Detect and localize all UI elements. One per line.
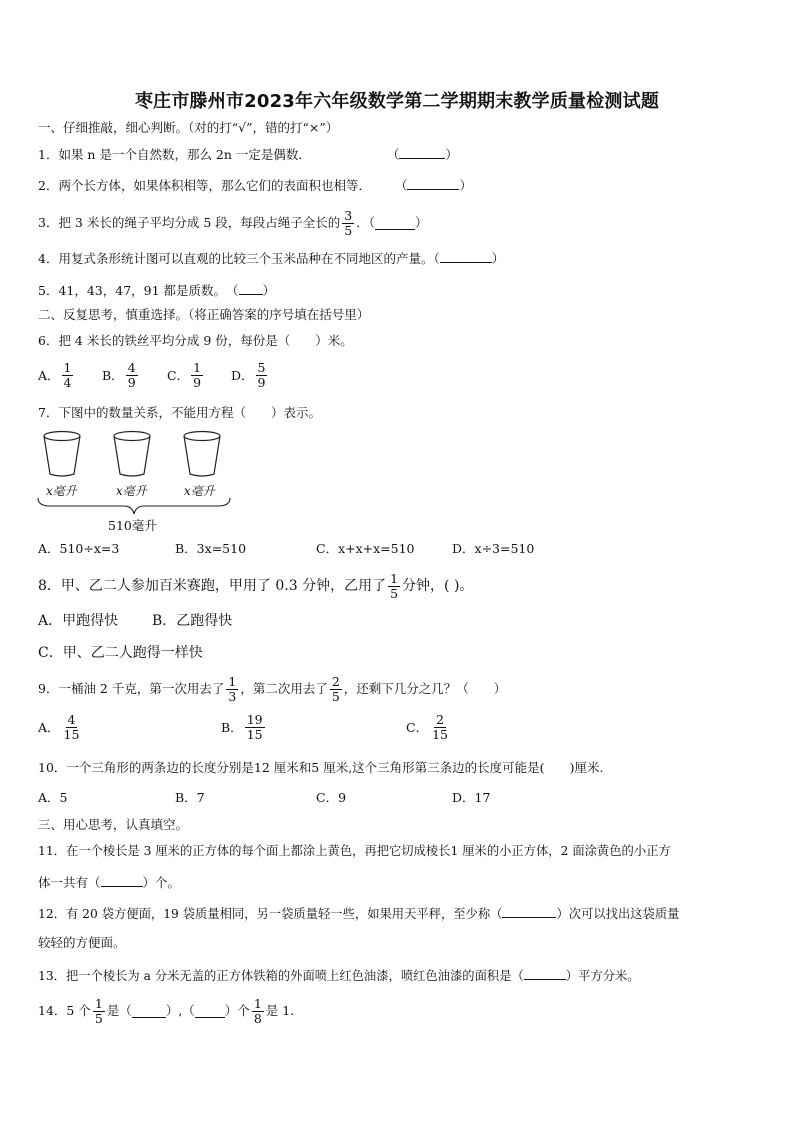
cup-1-icon — [42, 430, 82, 478]
q6-b-num: 4 — [127, 360, 136, 375]
q6-option-c[interactable] — [167, 361, 205, 390]
q12-answer-blank[interactable] — [502, 905, 556, 918]
q5-close: ） — [262, 283, 276, 298]
q14-post: 是 1. — [265, 1003, 295, 1018]
q3-post: ．（ — [356, 215, 375, 230]
q9-option-c-label: C． — [406, 719, 429, 735]
q9-num1: 1 — [228, 673, 237, 689]
question-12-line-2: 较轻的方便面。 — [38, 935, 126, 950]
q6-option-d-fraction — [256, 361, 268, 390]
q3-den: 5 — [344, 222, 353, 238]
q9-mid: ，第二次用去了 — [240, 681, 328, 696]
section-1-heading: 一、仔细推敲，细心判断。（对的打“√”，错的打“×”） — [38, 120, 339, 135]
q4-answer-blank[interactable] — [440, 250, 492, 263]
q12-line1a: 12．有 20 袋方便面，19 袋质量相同，另一袋质量轻一些，如果用天平秤，至少称（ — [38, 907, 503, 921]
q6-option-d-label: D． — [231, 367, 254, 383]
q4-text: 4．用复式条形统计图可以直观的比较三个玉米品种在不同地区的产量。（ — [38, 251, 440, 266]
q9-c-den: 15 — [432, 727, 448, 742]
question-6: 6．把 4 米长的铁丝平均分成 9 份，每份是（ ）米。 — [38, 333, 353, 348]
q9-option-a-fraction — [62, 713, 82, 742]
question-2 — [38, 177, 472, 194]
q1-close: ） — [445, 147, 458, 162]
cup-2-label: x毫升 — [116, 484, 147, 498]
q9-option-a-label: A． — [38, 719, 60, 735]
q6-c-den: 9 — [193, 375, 202, 390]
q11-answer-blank[interactable] — [101, 874, 143, 887]
q9-den2: 5 — [331, 688, 340, 704]
q3-answer-blank[interactable] — [375, 217, 415, 230]
question-10: 10．一个三角形的两条边的长度分别是12 厘米和5 厘米,这个三角形第三条边的长度可能是( )厘米. — [38, 760, 604, 775]
q10-option-b[interactable]: B．7 — [175, 790, 205, 805]
q14-answer-blank-1[interactable] — [132, 1005, 166, 1018]
question-9 — [38, 671, 506, 707]
cup-2-icon — [112, 430, 152, 478]
q8-pre: 8．甲、乙二人参加百米赛跑，甲用了 0.3 分钟，乙用了 — [38, 578, 387, 594]
q14-num1: 1 — [94, 995, 103, 1011]
q6-option-d[interactable] — [231, 361, 269, 390]
question-13 — [38, 967, 640, 984]
q8-fraction — [388, 572, 400, 601]
q13-answer-blank[interactable] — [524, 967, 566, 980]
q3-fraction — [342, 209, 354, 238]
q9-c-num: 2 — [436, 712, 444, 727]
total-volume-label: 510毫升 — [108, 518, 157, 533]
q14-answer-blank-2[interactable] — [195, 1005, 225, 1018]
q8-option-c[interactable]: C．甲、乙二人跑得一样快 — [38, 645, 203, 661]
q13-pre: 13．把一个棱长为 a 分米无盖的正方体铁箱的外面喷上红色油漆，喷红色油漆的面积是（ — [38, 969, 524, 983]
q2-text: 2．两个长方体，如果体积相等，那么它们的表面积也相等． — [38, 178, 371, 193]
q1-answer-blank[interactable] — [399, 146, 445, 159]
question-1 — [38, 146, 458, 163]
total-brace-icon — [36, 496, 232, 518]
question-12-line-1 — [38, 905, 679, 922]
q9-option-b-label: B． — [221, 719, 243, 735]
q9-b-den: 15 — [246, 727, 263, 742]
q2-close: ） — [459, 178, 472, 193]
q12-line1b: ）次可以找出这袋质量 — [556, 907, 680, 921]
q9-option-b-fraction — [245, 713, 265, 742]
q9-b-num: 19 — [246, 712, 263, 727]
q14-mid2: ）,（ — [165, 1003, 195, 1018]
q9-fraction-1 — [226, 675, 238, 704]
q6-d-num: 5 — [257, 360, 266, 375]
q10-option-c[interactable]: C．9 — [316, 790, 347, 805]
q6-option-a-label: A． — [38, 367, 60, 383]
q6-a-num: 1 — [63, 360, 72, 375]
q1-open: （ — [386, 147, 400, 162]
q6-a-den: 4 — [63, 375, 72, 390]
q8-den: 5 — [390, 585, 399, 601]
q14-mid3: ）个 — [224, 1003, 250, 1018]
q1-text: 1．如果 n 是一个自然数，那么 2n 一定是偶数． — [38, 147, 311, 162]
q9-option-c[interactable] — [406, 713, 452, 742]
question-3 — [38, 206, 428, 240]
q3-num: 3 — [344, 207, 353, 223]
q14-pre: 14．5 个 — [38, 1003, 91, 1018]
q13-post: ）平方分米。 — [565, 969, 640, 983]
section-3-heading: 三、用心思考，认真填空。 — [38, 817, 189, 832]
question-11-line-1: 11．在一个棱长是 3 厘米的正方体的每个面上都涂上黄色，再把它切成棱长1 厘米的小正方体，2 面涂黄色的小正方 — [38, 844, 671, 858]
q9-option-a[interactable] — [38, 713, 83, 742]
q5-answer-blank[interactable] — [239, 282, 263, 295]
q3-close: ） — [414, 215, 428, 230]
q6-option-c-fraction — [191, 361, 203, 390]
q14-den2: 8 — [253, 1010, 262, 1026]
q14-fraction-2 — [252, 997, 264, 1026]
q2-open: （ — [394, 178, 408, 193]
cup-3-icon — [182, 430, 222, 478]
q9-den1: 3 — [228, 688, 237, 704]
q2-answer-blank[interactable] — [407, 177, 459, 190]
q7-option-c[interactable]: C．x+x+x=510 — [316, 541, 415, 556]
q9-post: ，还剩下几分之几？（ ） — [343, 681, 507, 696]
cup-3-label: x毫升 — [184, 484, 215, 498]
question-8 — [38, 568, 473, 604]
question-14 — [38, 992, 294, 1030]
page-title: 枣庄市滕州市2023年六年级数学第二学期期末教学质量检测试题 — [134, 91, 660, 112]
q8-post: 分钟，( )。 — [402, 578, 474, 594]
q8-option-a[interactable]: A．甲跑得快 — [38, 613, 119, 629]
q6-option-a[interactable] — [38, 361, 75, 390]
q6-option-b[interactable] — [102, 361, 140, 390]
q14-num2: 1 — [253, 995, 262, 1011]
q8-num: 1 — [390, 570, 399, 586]
q4-close: ） — [491, 251, 505, 266]
q6-option-b-label: B． — [102, 367, 124, 383]
q6-option-a-fraction — [62, 361, 74, 390]
q11-line2b: ）个。 — [142, 875, 181, 890]
q14-mid1: 是（ — [106, 1003, 132, 1018]
q14-den1: 5 — [94, 1010, 103, 1026]
q14-fraction-1 — [93, 997, 105, 1026]
q9-option-b[interactable] — [221, 713, 267, 742]
cup-1-label: x毫升 — [46, 484, 77, 498]
q9-a-num: 4 — [67, 712, 76, 727]
q9-a-den: 15 — [63, 727, 80, 742]
question-7: 7．下图中的数量关系，不能用方程（ ）表示。 — [38, 405, 321, 420]
q7-option-b[interactable]: B．3x=510 — [175, 541, 247, 556]
q6-d-den: 9 — [257, 375, 266, 390]
q6-b-den: 9 — [127, 375, 136, 390]
q9-num2: 2 — [331, 673, 340, 689]
q9-option-c-fraction — [430, 713, 450, 742]
q10-option-a[interactable]: A．5 — [38, 790, 68, 805]
section-2-heading: 二、反复思考，慎重选择。（将正确答案的序号填在括号里） — [38, 307, 370, 322]
q10-option-d[interactable]: D．17 — [452, 790, 491, 805]
question-5 — [38, 282, 275, 299]
q3-pre: 3．把 3 米长的绳子平均分成 5 段，每段占绳子全长的 — [38, 215, 341, 230]
question-4 — [38, 250, 504, 267]
q6-c-num: 1 — [193, 360, 202, 375]
q9-pre: 9．一桶油 2 千克，第一次用去了 — [38, 681, 225, 696]
q5-text: 5．41，43，47，91 都是质数。 （ — [38, 283, 239, 298]
q7-option-d[interactable]: D．x÷3=510 — [452, 541, 535, 556]
q9-fraction-2 — [330, 675, 342, 704]
question-11-line-2 — [38, 874, 180, 891]
q8-option-b[interactable]: B．乙跑得快 — [152, 613, 233, 629]
q6-option-b-fraction — [126, 361, 138, 390]
q7-option-a[interactable]: A．510÷x=3 — [38, 541, 120, 556]
q6-option-c-label: C． — [167, 367, 190, 383]
q11-line2a: 体一共有（ — [38, 875, 101, 890]
